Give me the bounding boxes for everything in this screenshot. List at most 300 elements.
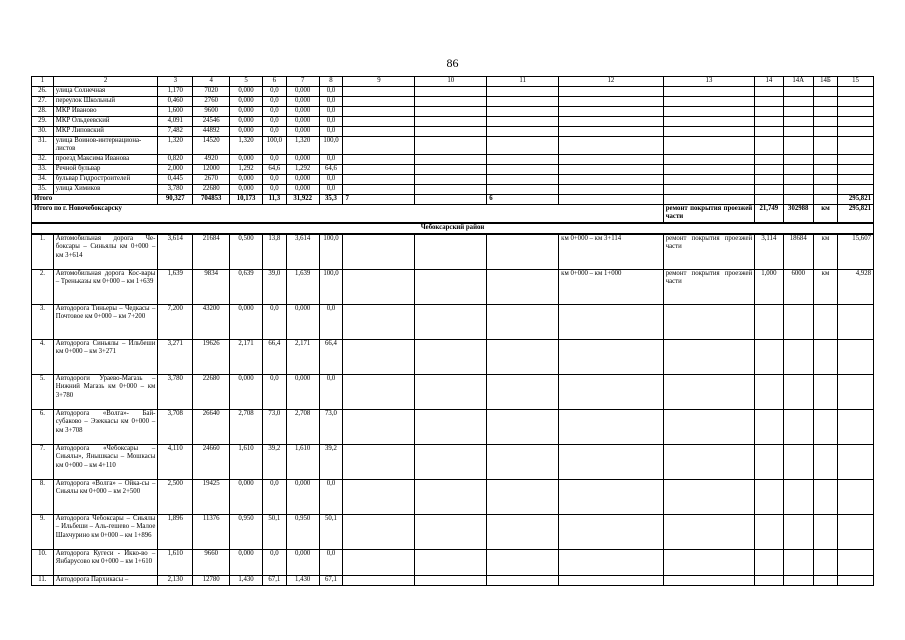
road-name: Автодорога Тиньеры – Чедкасы – Почтовое км 0+000 – км 7+200 <box>53 305 158 340</box>
table-row <box>32 515 874 550</box>
row-number: 35. <box>32 185 54 195</box>
cell-c13 <box>663 175 754 185</box>
cell-c7: 1,430 <box>286 576 319 586</box>
cell-c15 <box>837 107 873 117</box>
cell-c14: 3,114 <box>755 234 783 270</box>
row-number: 30. <box>32 127 54 137</box>
cell-c4: 24546 <box>193 117 230 127</box>
cell-c8: 66,4 <box>319 340 343 375</box>
table-row <box>32 127 874 137</box>
cell-c15 <box>837 175 873 185</box>
cell-c8: 0,0 <box>319 550 343 576</box>
cell-c7: 2,708 <box>286 410 319 445</box>
cell-c13 <box>663 97 754 107</box>
cell-c5: 0,000 <box>230 87 263 97</box>
cell-c10 <box>415 127 487 137</box>
cell-c4: 24660 <box>193 445 230 480</box>
cell-c14a <box>783 97 813 107</box>
cell-c15 <box>837 375 873 410</box>
cell-c14a <box>783 445 813 480</box>
total-c14 <box>755 195 783 205</box>
cell-c6: 64,6 <box>262 165 286 175</box>
cell-c11 <box>487 410 559 445</box>
road-name: Автомобильная дорога Че-боксары – Синьялы км 0+000 – км 3+614 <box>53 234 158 270</box>
cell-c9 <box>343 375 415 410</box>
city-total-unit: км <box>813 205 837 224</box>
cell-c7: 0,000 <box>286 375 319 410</box>
cell-c14a <box>783 155 813 165</box>
cell-c13: ремонт покрытия проезжей части <box>663 270 754 305</box>
section-title: Чебоксарский район <box>32 223 874 234</box>
cell-c11 <box>487 305 559 340</box>
cell-c8: 100,0 <box>319 270 343 305</box>
row-number: 33. <box>32 165 54 175</box>
cell-c15 <box>837 305 873 340</box>
cell-c3: 0,820 <box>158 155 193 165</box>
cell-c9 <box>343 576 415 586</box>
cell-c11 <box>487 515 559 550</box>
cell-c9 <box>343 185 415 195</box>
cell-c7: 3,614 <box>286 234 319 270</box>
cell-c5: 0,000 <box>230 127 263 137</box>
cell-c12 <box>559 576 664 586</box>
row-number: 1. <box>32 234 54 270</box>
cell-c3: 7,200 <box>158 305 193 340</box>
cell-c10 <box>415 117 487 127</box>
cell-c7: 0,000 <box>286 117 319 127</box>
cell-c11 <box>487 107 559 117</box>
column-header: 5 <box>230 77 263 87</box>
cell-c12 <box>559 137 664 155</box>
cell-c6: 50,1 <box>262 515 286 550</box>
table-row <box>32 107 874 117</box>
cell-c14a <box>783 127 813 137</box>
road-name: улица Химиков <box>53 185 158 195</box>
cell-c9 <box>343 270 415 305</box>
cell-c13 <box>663 480 754 515</box>
cell-c15 <box>837 576 873 586</box>
cell-c6: 39,0 <box>262 270 286 305</box>
cell-c11 <box>487 97 559 107</box>
cell-c9 <box>343 175 415 185</box>
cell-c7: 0,000 <box>286 107 319 117</box>
cell-c3: 1,896 <box>158 515 193 550</box>
cell-c4: 19425 <box>193 480 230 515</box>
cell-c14b <box>813 127 837 137</box>
cell-c14a <box>783 165 813 175</box>
cell-c11 <box>487 550 559 576</box>
cell-c11 <box>487 87 559 97</box>
column-header: 1 <box>32 77 54 87</box>
table-row <box>32 410 874 445</box>
cell-c15 <box>837 515 873 550</box>
cell-c6: 0,0 <box>262 175 286 185</box>
cell-c14b: км <box>813 234 837 270</box>
cell-c4: 19626 <box>193 340 230 375</box>
table-row <box>32 480 874 515</box>
cell-c9 <box>343 97 415 107</box>
row-number: 2. <box>32 270 54 305</box>
table-row <box>32 305 874 340</box>
row-number: 10. <box>32 550 54 576</box>
cell-c14 <box>755 375 783 410</box>
cell-c6: 100,0 <box>262 137 286 155</box>
cell-c3: 0,445 <box>158 175 193 185</box>
cell-c14b <box>813 155 837 165</box>
cell-c10 <box>415 340 487 375</box>
cell-c14 <box>755 127 783 137</box>
cell-c6: 0,0 <box>262 97 286 107</box>
cell-c9 <box>343 107 415 117</box>
cell-c11 <box>487 340 559 375</box>
cell-c5: 0,000 <box>230 550 263 576</box>
table-row <box>32 270 874 305</box>
table-row <box>32 445 874 480</box>
cell-c11 <box>487 117 559 127</box>
row-number: 27. <box>32 97 54 107</box>
cell-c12 <box>559 87 664 97</box>
cell-c14 <box>755 185 783 195</box>
column-header: 12 <box>559 77 664 87</box>
cell-c13 <box>663 550 754 576</box>
cell-c7: 0,000 <box>286 97 319 107</box>
column-header: 13 <box>663 77 754 87</box>
cell-c4: 2670 <box>193 175 230 185</box>
cell-c14b <box>813 107 837 117</box>
road-name: МКР Ольдеевский <box>53 117 158 127</box>
cell-c12 <box>559 155 664 165</box>
cell-c14 <box>755 576 783 586</box>
table-row <box>32 234 874 270</box>
cell-c10 <box>415 480 487 515</box>
cell-c6: 0,0 <box>262 155 286 165</box>
road-name: бульвар Гидростроителей <box>53 175 158 185</box>
total-c3: 90,327 <box>158 195 193 205</box>
cell-c6: 67,1 <box>262 576 286 586</box>
cell-c15: 4,928 <box>837 270 873 305</box>
total-c5: 10,173 <box>230 195 263 205</box>
cell-c14a <box>783 87 813 97</box>
cell-c13 <box>663 340 754 375</box>
road-name: переулок Школьный <box>53 97 158 107</box>
cell-c9 <box>343 340 415 375</box>
cell-c14b <box>813 550 837 576</box>
cell-c14b <box>813 445 837 480</box>
road-name: Автодорога «Волга»- Бай-субаково – Эзеккасы км 0+000 – км 3+708 <box>53 410 158 445</box>
cell-c3: 1,320 <box>158 137 193 155</box>
cell-c8: 0,0 <box>319 175 343 185</box>
column-header: 10 <box>415 77 487 87</box>
city-total-work: ремонт покрытия проезжей части <box>663 205 754 224</box>
cell-c3: 7,482 <box>158 127 193 137</box>
cell-c15 <box>837 97 873 107</box>
table-row <box>32 185 874 195</box>
column-header: 14А <box>783 77 813 87</box>
cell-c5: 2,171 <box>230 340 263 375</box>
cell-c10 <box>415 270 487 305</box>
cell-c10 <box>415 175 487 185</box>
row-number: 9. <box>32 515 54 550</box>
city-total-label: Итого по г. Новочебоксарску <box>32 205 664 224</box>
cell-c14 <box>755 305 783 340</box>
cell-c3: 3,780 <box>158 185 193 195</box>
table-row <box>32 137 874 155</box>
cell-c10 <box>415 576 487 586</box>
cell-c12 <box>559 410 664 445</box>
cell-c8: 39,2 <box>319 445 343 480</box>
cell-c14: 1,000 <box>755 270 783 305</box>
row-number: 32. <box>32 155 54 165</box>
column-header: 14Б <box>813 77 837 87</box>
cell-c4: 7020 <box>193 87 230 97</box>
cell-c13 <box>663 87 754 97</box>
cell-c12 <box>559 375 664 410</box>
cell-c15 <box>837 480 873 515</box>
cell-c5: 0,000 <box>230 175 263 185</box>
cell-c10 <box>415 550 487 576</box>
cell-c12 <box>559 107 664 117</box>
cell-c3: 2,000 <box>158 165 193 175</box>
cell-c13 <box>663 375 754 410</box>
cell-c13 <box>663 117 754 127</box>
cell-c3: 1,600 <box>158 107 193 117</box>
header-row <box>32 77 874 87</box>
cell-c14 <box>755 165 783 175</box>
total-c14a <box>783 195 813 205</box>
cell-c6: 66,4 <box>262 340 286 375</box>
cell-c7: 0,000 <box>286 175 319 185</box>
cell-c14b <box>813 576 837 586</box>
row-number: 26. <box>32 87 54 97</box>
cell-c5: 0,000 <box>230 97 263 107</box>
cell-c12 <box>559 185 664 195</box>
cell-c14a <box>783 117 813 127</box>
cell-c7: 0,000 <box>286 550 319 576</box>
column-header: 14 <box>755 77 783 87</box>
cell-c14a <box>783 185 813 195</box>
cell-c12 <box>559 117 664 127</box>
column-header: 15 <box>837 77 873 87</box>
road-name: Автодорога Синьялы – Ильбеши км 0+000 – км 3+271 <box>53 340 158 375</box>
cell-c7: 0,000 <box>286 185 319 195</box>
cell-c3: 4,110 <box>158 445 193 480</box>
cell-c14a <box>783 576 813 586</box>
cell-c6: 0,0 <box>262 305 286 340</box>
table-row <box>32 375 874 410</box>
cell-c14b <box>813 97 837 107</box>
cell-c11 <box>487 480 559 515</box>
cell-c3: 3,708 <box>158 410 193 445</box>
cell-c11 <box>487 375 559 410</box>
cell-c7: 1,639 <box>286 270 319 305</box>
road-table <box>31 76 874 586</box>
cell-c6: 0,0 <box>262 107 286 117</box>
cell-c6: 13,8 <box>262 234 286 270</box>
cell-c10 <box>415 185 487 195</box>
cell-c14a <box>783 515 813 550</box>
cell-c12: км 0+000 – км 3+114 <box>559 234 664 270</box>
cell-c14a <box>783 137 813 155</box>
cell-c8: 0,0 <box>319 107 343 117</box>
total-c15: 295,821 <box>837 195 873 205</box>
cell-c4: 9660 <box>193 550 230 576</box>
cell-c12 <box>559 165 664 175</box>
cell-c8: 100,0 <box>319 234 343 270</box>
table-row <box>32 97 874 107</box>
cell-c14 <box>755 117 783 127</box>
cell-c9 <box>343 515 415 550</box>
cell-c8: 0,0 <box>319 127 343 137</box>
cell-c8: 0,0 <box>319 185 343 195</box>
cell-c14b <box>813 480 837 515</box>
cell-c5: 0,000 <box>230 107 263 117</box>
cell-c5: 0,000 <box>230 117 263 127</box>
city-total-length: 21,749 <box>755 205 783 224</box>
cell-c14b <box>813 340 837 375</box>
row-number: 6. <box>32 410 54 445</box>
cell-c14 <box>755 137 783 155</box>
cell-c14b <box>813 305 837 340</box>
cell-c11 <box>487 234 559 270</box>
cell-c14b <box>813 375 837 410</box>
table-row <box>32 155 874 165</box>
road-name: Автодорога «Чебоксары – Сиьялы», Янышкасы – Мошкасы км 0+000 – км 4+110 <box>53 445 158 480</box>
cell-c6: 0,0 <box>262 550 286 576</box>
cell-c15 <box>837 127 873 137</box>
cell-c13 <box>663 165 754 175</box>
cell-c5: 0,000 <box>230 375 263 410</box>
total-c9: 7 <box>343 195 415 205</box>
cell-c13 <box>663 155 754 165</box>
cell-c7: 0,950 <box>286 515 319 550</box>
cell-c5: 0,950 <box>230 515 263 550</box>
total-c7: 31,922 <box>286 195 319 205</box>
cell-c13 <box>663 445 754 480</box>
cell-c15 <box>837 165 873 175</box>
cell-c9 <box>343 155 415 165</box>
cell-c15 <box>837 117 873 127</box>
column-header: 9 <box>343 77 415 87</box>
cell-c9 <box>343 87 415 97</box>
cell-c14a <box>783 340 813 375</box>
cell-c14b <box>813 515 837 550</box>
cell-c3: 3,271 <box>158 340 193 375</box>
total-c6: 11,3 <box>262 195 286 205</box>
cell-c5: 0,639 <box>230 270 263 305</box>
cell-c13 <box>663 515 754 550</box>
cell-c11 <box>487 137 559 155</box>
road-name: Автодорога Чебоксары – Сиьялы – Ильбеши – Аль-гешево – Малое Шахчурино км 0+000 – км 1+896 <box>53 515 158 550</box>
page-number: 86 <box>446 56 459 70</box>
column-header: 4 <box>193 77 230 87</box>
cell-c10 <box>415 165 487 175</box>
road-name: проезд Максима Иванова <box>53 155 158 165</box>
cell-c10 <box>415 155 487 165</box>
row-number: 7. <box>32 445 54 480</box>
row-number: 29. <box>32 117 54 127</box>
cell-c14a <box>783 305 813 340</box>
cell-c14 <box>755 155 783 165</box>
cell-c14b <box>813 87 837 97</box>
cell-c13 <box>663 107 754 117</box>
cell-c6: 0,0 <box>262 185 286 195</box>
cell-c14a <box>783 410 813 445</box>
cell-c4: 2760 <box>193 97 230 107</box>
cell-c9 <box>343 445 415 480</box>
row-number: 11. <box>32 576 54 586</box>
cell-c4: 14520 <box>193 137 230 155</box>
column-header: 3 <box>158 77 193 87</box>
cell-c8: 50,1 <box>319 515 343 550</box>
total-c10 <box>415 195 487 205</box>
cell-c14b <box>813 410 837 445</box>
table-row <box>32 576 874 586</box>
cell-c12 <box>559 445 664 480</box>
cell-c5: 0,000 <box>230 155 263 165</box>
cell-c3: 1,610 <box>158 550 193 576</box>
table-row <box>32 550 874 576</box>
cell-c10 <box>415 137 487 155</box>
cell-c14b <box>813 165 837 175</box>
cell-c4: 11376 <box>193 515 230 550</box>
cell-c12: км 0+000 – км 1+000 <box>559 270 664 305</box>
cell-c7: 0,000 <box>286 155 319 165</box>
road-name: Речной бульвар <box>53 165 158 175</box>
table-row <box>32 117 874 127</box>
row-number: 4. <box>32 340 54 375</box>
total-c8: 35,3 <box>319 195 343 205</box>
cell-c5: 0,000 <box>230 185 263 195</box>
city-total-sum: 295,821 <box>837 205 873 224</box>
total-c11: 6 <box>487 195 559 205</box>
cell-c14 <box>755 97 783 107</box>
cell-c9 <box>343 480 415 515</box>
cell-c15 <box>837 445 873 480</box>
cell-c5: 0,500 <box>230 234 263 270</box>
row-number: 8. <box>32 480 54 515</box>
cell-c12 <box>559 515 664 550</box>
total-row <box>32 195 874 205</box>
road-name: МКР Липовский <box>53 127 158 137</box>
cell-c11 <box>487 576 559 586</box>
cell-c3: 2,130 <box>158 576 193 586</box>
cell-c13: ремонт покрытия проезжей части <box>663 234 754 270</box>
cell-c10 <box>415 410 487 445</box>
cell-c8: 64,6 <box>319 165 343 175</box>
cell-c4: 12000 <box>193 165 230 175</box>
road-name: Автомобильная дорога Кос-вары – Треньказы км 0+000 – км 1+639 <box>53 270 158 305</box>
cell-c5: 0,000 <box>230 480 263 515</box>
cell-c4: 21684 <box>193 234 230 270</box>
cell-c4: 22680 <box>193 185 230 195</box>
cell-c9 <box>343 234 415 270</box>
cell-c4: 43200 <box>193 305 230 340</box>
cell-c4: 26640 <box>193 410 230 445</box>
cell-c14 <box>755 87 783 97</box>
cell-c15 <box>837 155 873 165</box>
column-header: 2 <box>53 77 158 87</box>
section-header-row <box>32 223 874 234</box>
cell-c13 <box>663 576 754 586</box>
cell-c9 <box>343 550 415 576</box>
cell-c12 <box>559 480 664 515</box>
cell-c14a <box>783 175 813 185</box>
row-number: 34. <box>32 175 54 185</box>
cell-c7: 0,000 <box>286 480 319 515</box>
cell-c7: 1,292 <box>286 165 319 175</box>
cell-c3: 4,091 <box>158 117 193 127</box>
cell-c8: 0,0 <box>319 97 343 107</box>
